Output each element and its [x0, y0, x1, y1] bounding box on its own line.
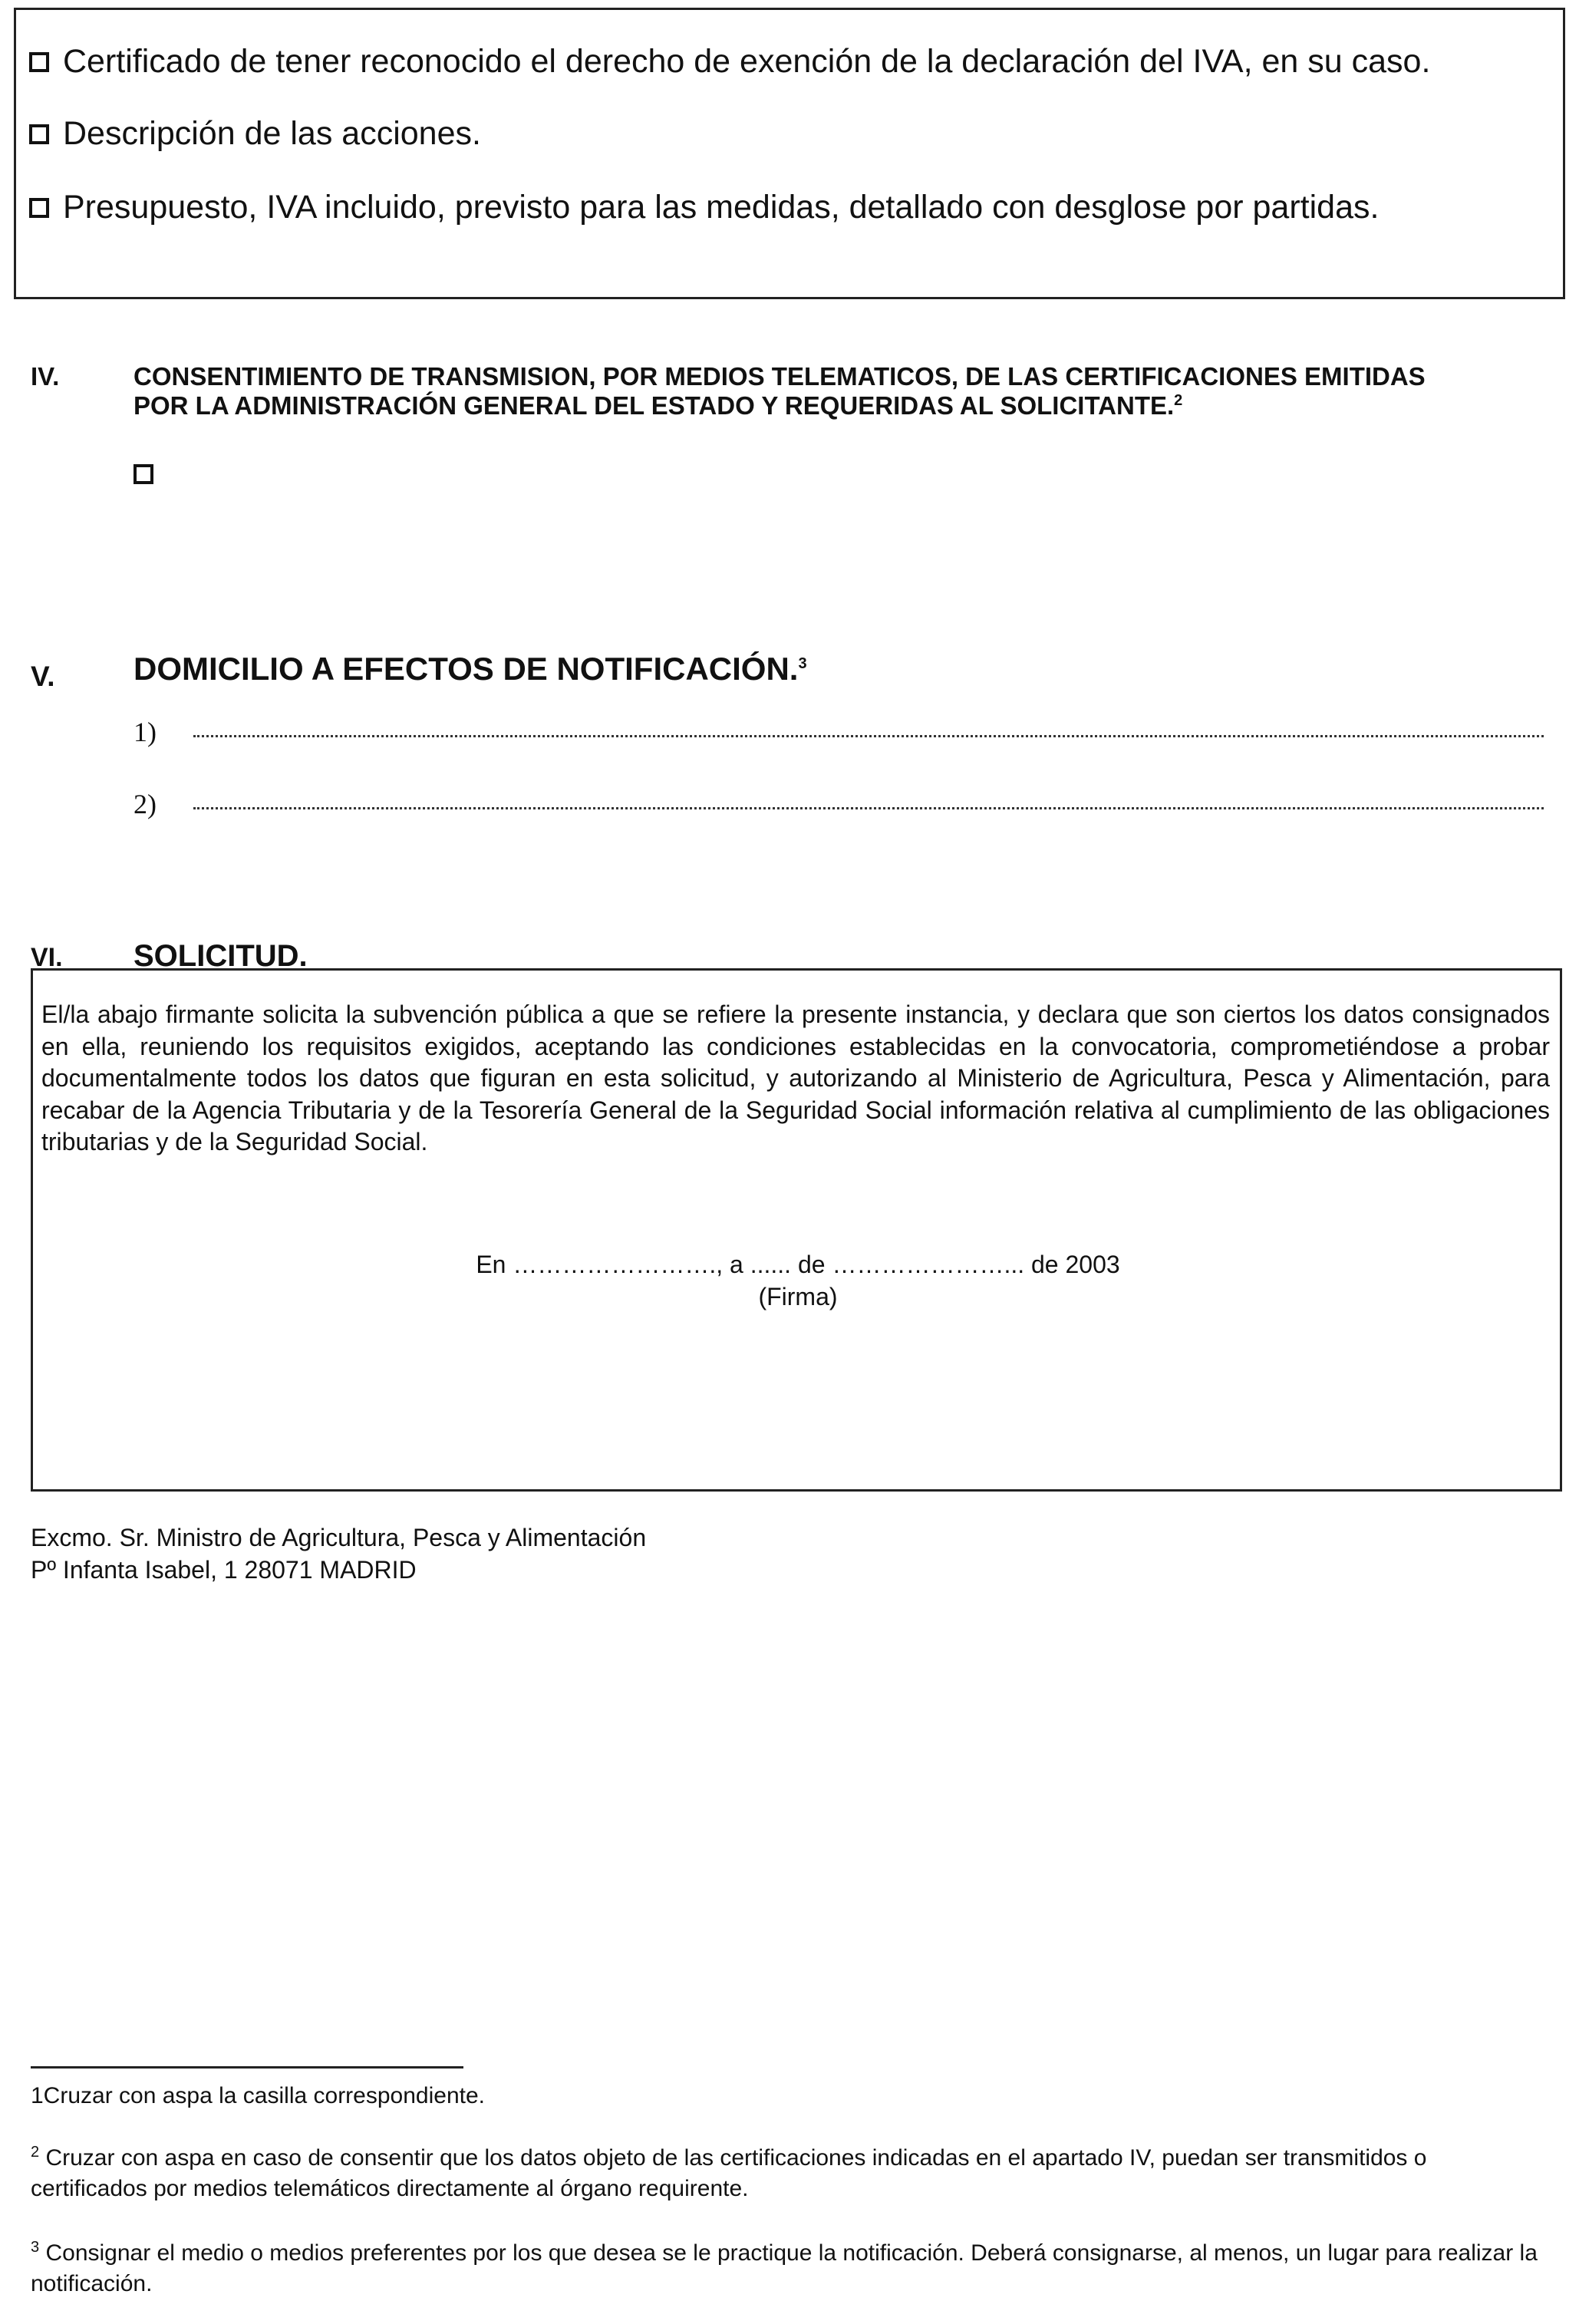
section-iv-number: IV. — [31, 362, 60, 391]
checklist-item-actions-description: Descripción de las acciones. — [63, 115, 481, 152]
checkbox-iva-exemption-certificate[interactable] — [29, 52, 49, 72]
footnote-ref-3: 3 — [798, 655, 807, 672]
section-v-title: DOMICILIO A EFECTOS DE NOTIFICACIÓN.$^3$ — [134, 651, 807, 687]
addressee-block — [31, 1521, 646, 1586]
section-iv-title — [134, 362, 1553, 420]
address-line-2-field[interactable] — [193, 807, 1544, 809]
signature-label: (Firma) — [758, 1283, 838, 1310]
addressee-name: Excmo. Sr. Ministro de Agricultura, Pesca y Alimentación — [31, 1524, 647, 1551]
footnote-3-marker: 3 — [31, 2239, 40, 2256]
section-vi-title: SOLICITUD. — [134, 939, 308, 973]
footnote-2-marker: 2 — [31, 2144, 40, 2161]
section-iv-title-line1: CONSENTIMIENTO DE TRANSMISION, POR MEDIOS TELEMATICOS, DE LAS CERTIFICACIONES EMITIDAS — [134, 362, 1426, 391]
checklist-item-budget: Presupuesto, IVA incluido, previsto para las medidas, detallado con desglose por partidas. — [63, 189, 1380, 226]
section-v-number: V. — [31, 661, 55, 692]
section-vi-number: VI. — [31, 943, 63, 972]
checklist-item-iva-exemption-certificate: Certificado de tener reconocido el derecho de exención de la declaración del IVA, en su caso. — [63, 43, 1431, 80]
address-line-1-label: 1) — [134, 717, 157, 747]
footnote-3: $^3$ Consignar el medio o medios preferentes por los que desea se le practique la notificación. Deberá consignarse, al menos, un lugar para realizar la notificación. — [31, 2239, 1538, 2296]
footnote-2: $^2$ Cruzar con aspa en caso de consentir que los datos objeto de las certificaciones indicadas en el apartado IV, puedan ser transmitidos o certificados por medios telemáticos directamente al órgano requirente. — [31, 2144, 1427, 2201]
address-line-1-field[interactable] — [193, 735, 1544, 737]
request-statement: El/la abajo firmante solicita la subvención pública a que se refiere la presente instancia, y declara que son ciertos los datos consignados en ella, reuniendo los requisitos exigidos, aceptando las condiciones establecidas en la convocatoria, comprometiéndose a probar documentalmente todos los datos que figuran en esta solicitud, y autorizando al Ministerio de Agricultura, Pesca y Alimentación, para recabar de la Agencia Tributaria y de la Tesorería General de la Seguridad Social información relativa al cumplimiento de las obligaciones tributarias y de la Seguridad Social. — [41, 1000, 1550, 1155]
checkbox-budget[interactable] — [29, 198, 49, 218]
checkbox-telematic-consent[interactable] — [134, 464, 153, 484]
footnote-ref-2: 2 — [1174, 392, 1183, 409]
checkbox-actions-description[interactable] — [29, 124, 49, 144]
addressee-address: Pº Infanta Isabel, 1 28071 MADRID — [31, 1556, 417, 1584]
place-date-line: En ……………………., a ...... de …………………... de 2003 — [476, 1251, 1120, 1278]
section-iv-title-line2: POR LA ADMINISTRACIÓN GENERAL DEL ESTADO Y REQUERIDAS AL SOLICITANTE.$^2$ — [134, 391, 1183, 420]
address-line-2-label: 2) — [134, 789, 157, 819]
footnote-separator — [31, 2066, 463, 2069]
footnote-1: 1Cruzar con aspa la casilla correspondiente. — [31, 2083, 485, 2108]
